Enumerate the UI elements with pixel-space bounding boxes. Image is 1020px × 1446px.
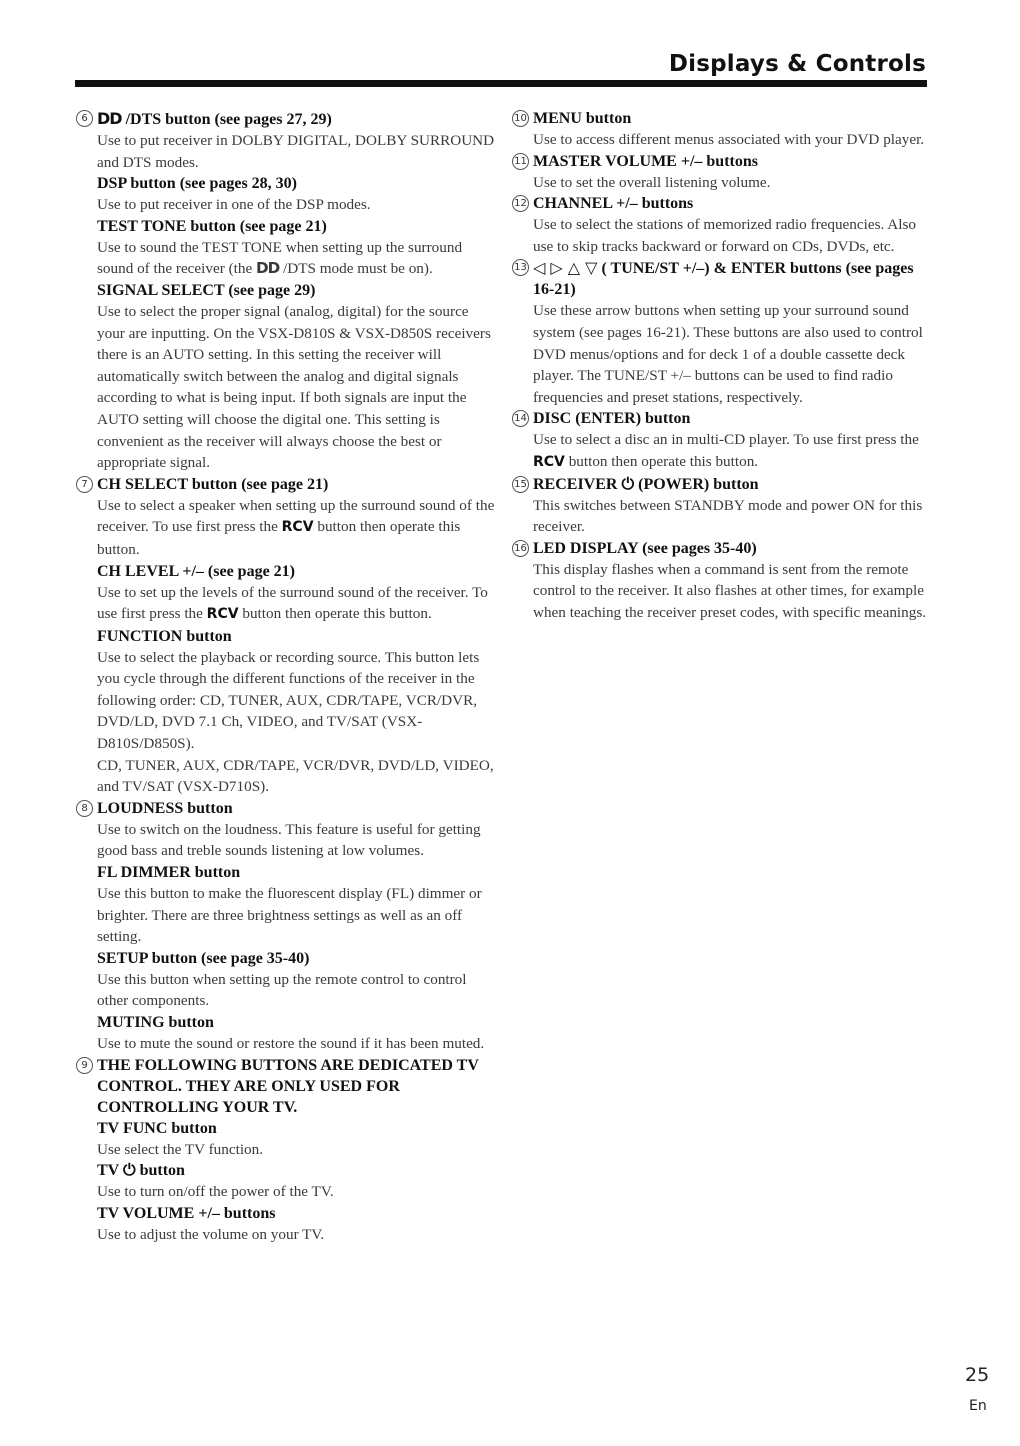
section-13 <box>512 257 930 408</box>
section-7-title: CH SELECT button (see page 21) <box>97 475 329 493</box>
section-13-title: ( TUNE/ST +/–) & ENTER buttons (see pages 16-21) <box>533 260 914 299</box>
test-tone-heading: TEST TONE button (see page 21) <box>97 217 327 235</box>
section-8-heading <box>76 798 498 819</box>
rcv-label: RCV <box>206 606 239 623</box>
tv-power-body: Use to turn on/off the power of the TV. <box>97 1183 334 1201</box>
section-13-heading <box>512 257 930 300</box>
section-11 <box>512 151 930 194</box>
section-15-title-a: RECEIVER <box>533 475 618 493</box>
ch-level-body-b: button then operate this button. <box>242 605 432 623</box>
section-12-title: CHANNEL +/– buttons <box>533 195 694 213</box>
ch-select-body-b: button then operate this button. <box>97 518 461 558</box>
tv-volume-body: Use to adjust the volume on your TV. <box>97 1225 325 1243</box>
header-rule <box>75 80 927 87</box>
circled-number-14: 14 <box>512 410 529 427</box>
section-12 <box>512 193 930 257</box>
left-column <box>76 108 498 1245</box>
tv-power-heading-b: button <box>139 1162 185 1180</box>
circled-number-15: 15 <box>512 476 529 493</box>
circled-number-8: 8 <box>76 800 93 817</box>
loudness-body: Use to switch on the loudness. This feature is useful for getting good bass and treble sounds listening at low volumes. <box>97 820 481 860</box>
dolby-digital-logo-icon: DD <box>255 259 280 278</box>
dsp-heading: DSP button (see pages 28, 30) <box>97 175 298 193</box>
fl-dimmer-body: Use this button to make the fluorescent display (FL) dimmer or brighter. There are three brightness settings as well as an off setting. <box>97 885 482 946</box>
setup-heading: SETUP button (see page 35-40) <box>97 949 310 967</box>
section-6-body: Use to put receiver in DOLBY DIGITAL, DOLBY SURROUND and DTS modes. <box>97 132 495 171</box>
section-16-title: LED DISPLAY (see pages 35-40) <box>533 539 757 557</box>
section-12-body: Use to select the stations of memorized radio frequencies. Also use to skip tracks backward or forward on CDs, DVDs, etc. <box>533 216 916 255</box>
tv-power-heading-a: TV <box>97 1162 119 1180</box>
test-tone-body <box>76 237 498 280</box>
right-column <box>512 108 930 624</box>
section-16 <box>512 538 930 624</box>
section-15-title-b: (POWER) button <box>638 475 759 493</box>
section-9-heading <box>76 1055 498 1118</box>
ch-level-heading: CH LEVEL +/– (see page 21) <box>97 562 296 580</box>
section-10-title: MENU button <box>533 110 632 127</box>
section-11-heading <box>512 151 930 172</box>
section-16-heading <box>512 538 930 559</box>
section-14-body-a: Use to select a disc an in multi-CD player. To use first press the <box>533 431 919 449</box>
section-14 <box>512 408 930 473</box>
circled-number-16: 16 <box>512 540 529 557</box>
test-tone-body-a: Use to sound the TEST TONE when setting up the surround sound of the receiver (the <box>97 238 463 278</box>
dolby-digital-logo-icon: DD <box>97 109 122 128</box>
test-tone-body-b: /DTS mode must be on). <box>283 260 433 278</box>
muting-body: Use to mute the sound or restore the sound if it has been muted. <box>97 1035 485 1052</box>
ch-level-body <box>76 582 498 626</box>
signal-select-body: Use to select the proper signal (analog, digital) for the source your are inputting. On the VSX-D810S & VSX-D850S receivers there is an AUTO setting. In this setting the receiver will automatically switch between the analog and digital signals according to what is being input. If both signals are input the AUTO setting will choose the digital one. This setting is convenient as the receiver will always choose the best or appropriate signal. <box>97 302 491 472</box>
section-10 <box>512 108 930 151</box>
section-7-heading <box>76 474 498 495</box>
page-header-title: Displays & Controls <box>668 51 926 77</box>
circled-number-6: 6 <box>76 110 93 127</box>
function-body-2: CD, TUNER, AUX, CDR/TAPE, VCR/DVR, DVD/LD, VIDEO, and TV/SAT (VSX-D710S). <box>97 756 494 796</box>
section-8 <box>76 798 498 1055</box>
section-6-heading <box>76 108 498 130</box>
rcv-label: RCV <box>533 453 565 470</box>
section-14-title: DISC (ENTER) button <box>533 410 691 428</box>
section-12-heading <box>512 193 930 214</box>
section-14-heading <box>512 408 930 429</box>
section-10-body: Use to access different menus associated with your DVD player. <box>533 131 925 148</box>
ch-level-body-a: Use to set up the levels of the surround sound of the receiver. To use first press the <box>97 583 488 623</box>
section-15-body: This switches between STANDBY mode and power ON for this receiver. <box>533 496 923 536</box>
section-13-body: Use these arrow buttons when setting up your surround sound system (see pages 16-21). These buttons are also used to control DVD menus/options and for deck 1 of a double cassette deck player. The TUNE/ST +/– buttons can be used to find radio frequencies and preset stations, respectively. <box>533 302 923 406</box>
section-6 <box>76 108 498 474</box>
ch-select-body <box>76 495 498 561</box>
dsp-body: Use to put receiver in one of the DSP modes. <box>97 196 371 214</box>
section-16-body: This display flashes when a command is sent from the remote control to the receiver. It also flashes at other times, for example when teaching the receiver preset codes, with specific meanings. <box>533 560 927 621</box>
tv-power-heading <box>76 1160 498 1181</box>
section-9-title: THE FOLLOWING BUTTONS ARE DEDICATED TV CONTROL. THEY ARE ONLY USED FOR CONTROLLING YOUR TV. <box>97 1056 479 1116</box>
section-9 <box>76 1055 498 1246</box>
section-14-body-b: button then operate this button. <box>568 452 759 470</box>
arrow-keys-icon: ◁ ▷ △ ▽ <box>533 258 598 278</box>
circled-number-9: 9 <box>76 1057 93 1074</box>
function-heading: FUNCTION button <box>97 627 232 645</box>
muting-heading: MUTING button <box>97 1014 214 1031</box>
circled-number-10: 10 <box>512 110 529 127</box>
ch-select-body-a: Use to select a speaker when setting up the surround sound of the receiver. To use first press the <box>97 496 495 536</box>
function-body-1: Use to select the playback or recording source. This button lets you cycle through the different functions of the receiver in the following order: CD, TUNER, AUX, CDR/TAPE, VCR/DVR, DVD/LD, DVD 7.1 Ch, VIDEO, and TV/SAT (VSX-D810S/D850S). <box>97 648 480 753</box>
fl-dimmer-heading: FL DIMMER button <box>97 864 241 882</box>
tv-func-heading: TV FUNC button <box>97 1119 217 1137</box>
section-14-body <box>512 429 930 473</box>
section-10-heading <box>512 108 930 129</box>
section-15 <box>512 474 930 538</box>
page-number: 25 <box>965 1364 990 1386</box>
section-8-title: LOUDNESS button <box>97 799 233 817</box>
section-15-heading <box>512 474 930 495</box>
circled-number-12: 12 <box>512 195 529 212</box>
tv-func-body: Use select the TV function. <box>97 1140 264 1158</box>
signal-select-heading: SIGNAL SELECT (see page 29) <box>97 281 316 299</box>
setup-body: Use this button when setting up the remote control to control other components. <box>97 970 467 1010</box>
section-11-title: MASTER VOLUME +/– buttons <box>533 152 758 170</box>
section-7 <box>76 474 498 798</box>
circled-number-7: 7 <box>76 476 93 493</box>
page-language: En <box>969 1398 987 1414</box>
section-6-title: /DTS button (see pages 27, 29) <box>125 111 332 128</box>
power-icon: ⏻ <box>621 475 635 493</box>
tv-volume-heading: TV VOLUME +/– buttons <box>97 1204 276 1222</box>
rcv-label: RCV <box>281 519 314 536</box>
circled-number-13: 13 <box>512 259 529 276</box>
section-11-body: Use to set the overall listening volume. <box>533 173 771 191</box>
power-icon: ⏻ <box>122 1162 136 1180</box>
circled-number-11: 11 <box>512 153 529 170</box>
